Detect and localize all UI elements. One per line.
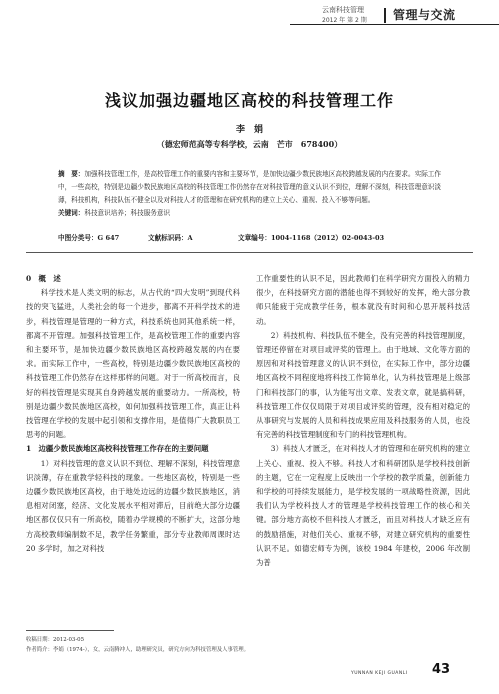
footer-journal-pinyin: YUNNAN KEJI GUANLI [351, 671, 408, 676]
footnote-divider [26, 630, 114, 631]
journal-name: 云南科技管理 [322, 6, 364, 14]
keywords-text: 科技意识培养；科技服务意识 [84, 209, 171, 217]
section-heading: 1 边疆少数民族地区高校科技管理工作存在的主要问题 [26, 444, 209, 454]
body-paragraph: 3）科技人才匮乏，在对科技人才的管理和在研究机构的建立上关心、重视、投入不够。科技人才和科研团队是学校科技创新的主题，它在一定程度上反映出一个学校的教学质量，创新能力和学校的可持续发展能力，是学校发展的一项战略性资源，因此我们认为学校科技人才的管理是学校科技管理工作的核心和关键。部分地方高校不但科技人才匮乏，而且对科技人才缺乏应有的鼓励措施，对他们关心、重视不够，对建立研究机构的重要性认识不足。如德宏师专为例，该校 1984 年建校，2006 年改制为普 [256, 444, 470, 568]
body-paragraph: 1）对科技管理的意义认识不到位、理解不深刻，科技管理意识淡薄，存在重教学轻科技的现象。一些地区高校，特别是一些边疆少数民族地区高校，由于地处边远的边疆少数民族地区，消息相对闭塞，经济、文化发展水平相对滞后，目前绝大部分边疆地区都仅仅只有一所高校，随着办学规模的不断扩大，这部分地方高校教师编制数不足，教学任务繁重，部分专业教师周课时达 20 多学时，加之对科技 [26, 458, 240, 553]
body-paragraph: 科学技术是人类文明的标志，从古代的“四大发明”到现代科技的突飞猛进，人类社会的每一个进步，都离不开科学技术的进步，科技管理是管理的一种方式，科技系统也同其他系统一样，都离不开管理。加强科技管理工作，是高校管理工作的重要内容和主要环节，是加快边疆少数民族地区高校跨越发展的内在要求。而实际工作中，一些高校，特别是边疆少数民族地区高校的科技管理工作仍然存在这样那样的问题。对于一所高校而言，良好的科技管理是实现其自身跨越发展的重要动力。一所高校，特别是边疆少数民族地区高校，如何加强科技管理工作，真正让科技管理在学校的发展中起引领和支撑作用，是值得广大教职员工思考的问题。 [26, 288, 240, 440]
abstract [58, 168, 441, 220]
header-separator-bar [384, 8, 386, 23]
keywords-label: 关键词： [58, 209, 85, 217]
section-heading: 0 概 述 [26, 274, 61, 283]
abstract-text: 加强科技管理工作，是高校管理工作的重要内容和主要环节，是加快边疆少数民族地区高校跨越发展的内在要求。实际工作中，一些高校，特别是边疆少数民族地区高校的科技管理工作仍然存在对科技管理的意义认识不到位，理解不深刻，科技管理意识淡薄，科技机构，科技队伍不健全以及对科技人才的管理和在研究机构的建立上关心、重视、投入不够等问题。 [58, 170, 442, 204]
clc-number: 中图分类号：G 647 [58, 234, 120, 242]
body-paragraph: 工作重要性的认识不足，因此教师们在科学研究方面投入的精力很少，在科技研究方面的潜能也得不到较好的发挥，绝大部分教师只能疲于完成教学任务，根本就没有时间和心思开展科技活动。 [256, 274, 470, 326]
article-title: 浅议加强边疆地区高校的科技管理工作 [104, 91, 394, 110]
abstract-label: 摘 要： [58, 170, 85, 178]
abstract-divider [26, 252, 473, 253]
article-number: 文章编号：1004-1168（2012）02-0043-03 [238, 234, 385, 242]
body-column-left [26, 272, 240, 556]
article-affiliation: （德宏师范高等专科学校，云南 芒市 678400） [156, 139, 343, 149]
article-author: 李 娟 [235, 125, 263, 135]
page-number: 43 [432, 662, 451, 677]
received-date: 收稿日期：2012-03-05 [26, 637, 85, 643]
section-name: 管理与交流 [393, 8, 456, 22]
header-divider [290, 24, 499, 25]
journal-issue: 2012 年 第 2 期 [322, 17, 367, 24]
body-paragraph: 2）科技机构、科技队伍不健全，没有完善的科技管理制度，管理还停留在对项目或评奖的管理上。由于地域、文化等方面的原因和对科技管理意义的认识不到位，在实际工作中，部分边疆地区高校不同程度地将科技工作简单化，认为科技管理是上级部门和科技部门的事，认为能写出文章、发表文章，就是搞科研，科技管理工作仅仅局限于对项目或评奖的管理，没有相对稳定的从事研究与发展的人员和科技成果应用及科技服务的人员，也没有完善的科技管理制度和专门的科技管理机构。 [256, 330, 470, 440]
body-column-right [256, 272, 470, 570]
author-bio: 作者简介：李娟（1974-），女，云南腾冲人，助理研究员，研究方向为科技管理及人事管理。 [26, 647, 250, 653]
document-code: 文献标识码：A [148, 234, 193, 242]
